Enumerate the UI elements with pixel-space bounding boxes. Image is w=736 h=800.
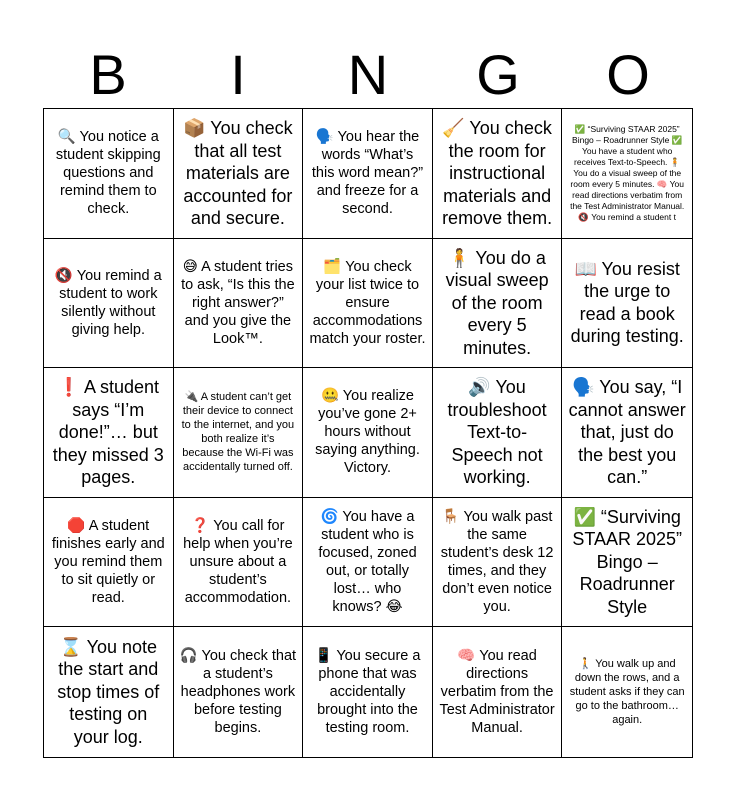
bingo-cell-text: ✅ “Surviving STAAR 2025” Bingo – Roadrunner Style bbox=[572, 506, 683, 617]
bingo-cell-r4-c2[interactable] bbox=[174, 498, 304, 628]
header-letter-b: B bbox=[89, 43, 127, 106]
bingo-header bbox=[43, 42, 693, 108]
bingo-cell-text: 🔇 You remind a student to work silently without giving help. bbox=[54, 267, 162, 338]
bingo-cell-r1-c5[interactable] bbox=[562, 109, 692, 239]
bingo-cell-text: 🗣️ You hear the words “What’s this word mean?” and freeze for a second. bbox=[311, 129, 424, 218]
bingo-cell-r4-c1[interactable] bbox=[44, 498, 174, 628]
bingo-cell-r2-c1[interactable] bbox=[44, 239, 174, 369]
bingo-cell-text: 🔊 You troubleshoot Text-to-Speech not working. bbox=[447, 377, 547, 488]
bingo-cell-text: 🔌 A student can’t get their device to connect to the internet, and you both realize it’s because the Wi-Fi was accidentally turned off. bbox=[181, 391, 295, 474]
header-letter-o: O bbox=[606, 43, 650, 106]
bingo-cell-text: 🤐 You realize you’ve gone 2+ hours without saying anything. Victory. bbox=[315, 388, 420, 477]
header-letter-g: G bbox=[476, 43, 520, 106]
bingo-cell-text: 😅 A student tries to ask, “Is this the right answer?” and you give the Look™. bbox=[181, 258, 295, 347]
bingo-cell-text: ⌛ You note the start and stop times of testing on your log. bbox=[57, 636, 160, 747]
bingo-cell-text: 🧍 You do a visual sweep of the room every 5 minutes. bbox=[445, 247, 549, 358]
bingo-cell-text: ❓ You call for help when you’re unsure about a student’s accommodation. bbox=[183, 518, 293, 607]
bingo-cell-r4-c3[interactable] bbox=[303, 498, 433, 628]
bingo-cell-r5-c3[interactable] bbox=[303, 627, 433, 757]
bingo-cell-text: 🚶 You walk up and down the rows, and a student asks if they can go to the bathroom… again. bbox=[569, 658, 685, 727]
bingo-cell-r2-c3[interactable] bbox=[303, 239, 433, 369]
bingo-cell-r1-c4[interactable] bbox=[433, 109, 563, 239]
header-letter-i: I bbox=[230, 43, 246, 106]
bingo-cell-r1-c3[interactable] bbox=[303, 109, 433, 239]
bingo-cell-text: 🧹 You check the room for instructional materials and remove them. bbox=[442, 118, 553, 229]
bingo-cell-r2-c5[interactable] bbox=[562, 239, 692, 369]
bingo-cell-r3-c3[interactable] bbox=[303, 368, 433, 498]
bingo-cell-text: 🔍 You notice a student skipping questions and remind them to check. bbox=[55, 129, 161, 218]
bingo-cell-text: 📦 You check that all test materials are accounted for and secure. bbox=[183, 118, 293, 229]
bingo-cell-r4-c5-free[interactable] bbox=[562, 498, 692, 628]
bingo-cell-r3-c1[interactable] bbox=[44, 368, 174, 498]
bingo-cell-text: 🗣️ You say, “I cannot answer that, just do the best you can.” bbox=[568, 377, 686, 488]
bingo-cell-text: 🧠 You read directions verbatim from the Test Administrator Manual. bbox=[439, 648, 555, 737]
bingo-cell-r5-c2[interactable] bbox=[174, 627, 304, 757]
bingo-board bbox=[43, 108, 693, 758]
bingo-cell-r4-c4[interactable] bbox=[433, 498, 563, 628]
bingo-cell-r5-c1[interactable] bbox=[44, 627, 174, 757]
bingo-cell-r5-c5[interactable] bbox=[562, 627, 692, 757]
bingo-cell-r2-c4[interactable] bbox=[433, 239, 563, 369]
bingo-cell-text: ✅ “Surviving STAAR 2025” Bingo – Roadrunner Style ✅ You have a student who receives Text-to-Speech. 🧍 You do a visual sweep of the room every 5 minutes. 🧠 You read directions verbatim from the Test Administrator Manual. 🔇 You remind a student t bbox=[570, 123, 685, 222]
bingo-cell-text: 📖 You resist the urge to read a book during testing. bbox=[570, 258, 684, 347]
bingo-cell-r1-c1[interactable] bbox=[44, 109, 174, 239]
bingo-cell-text: 🪑 You walk past the same student’s desk 12 times, and they don’t even notice you. bbox=[440, 509, 554, 616]
bingo-cell-text: 🎧 You check that a student’s headphones work before testing begins. bbox=[179, 648, 297, 737]
bingo-cell-r3-c2[interactable] bbox=[174, 368, 304, 498]
bingo-cell-r3-c5[interactable] bbox=[562, 368, 692, 498]
header-letter-n: N bbox=[347, 43, 389, 106]
bingo-cell-r2-c2[interactable] bbox=[174, 239, 304, 369]
bingo-cell-text: 🌀 You have a student who is focused, zoned out, or totally lost… who knows? 😂 bbox=[318, 509, 417, 616]
bingo-cell-text: 🗂️ You check your list twice to ensure accommodations match your roster. bbox=[309, 258, 426, 347]
bingo-cell-r3-c4[interactable] bbox=[433, 368, 563, 498]
bingo-cell-text: 🛑 A student finishes early and you remind them to sit quietly or read. bbox=[51, 518, 165, 607]
bingo-cell-r1-c2[interactable] bbox=[174, 109, 304, 239]
bingo-cell-r5-c4[interactable] bbox=[433, 627, 563, 757]
bingo-cell-text: 📱 You secure a phone that was accidentally brought into the testing room. bbox=[314, 648, 421, 737]
bingo-cell-text: ❗ A student says “I’m done!”… but they missed 3 pages. bbox=[52, 377, 164, 488]
